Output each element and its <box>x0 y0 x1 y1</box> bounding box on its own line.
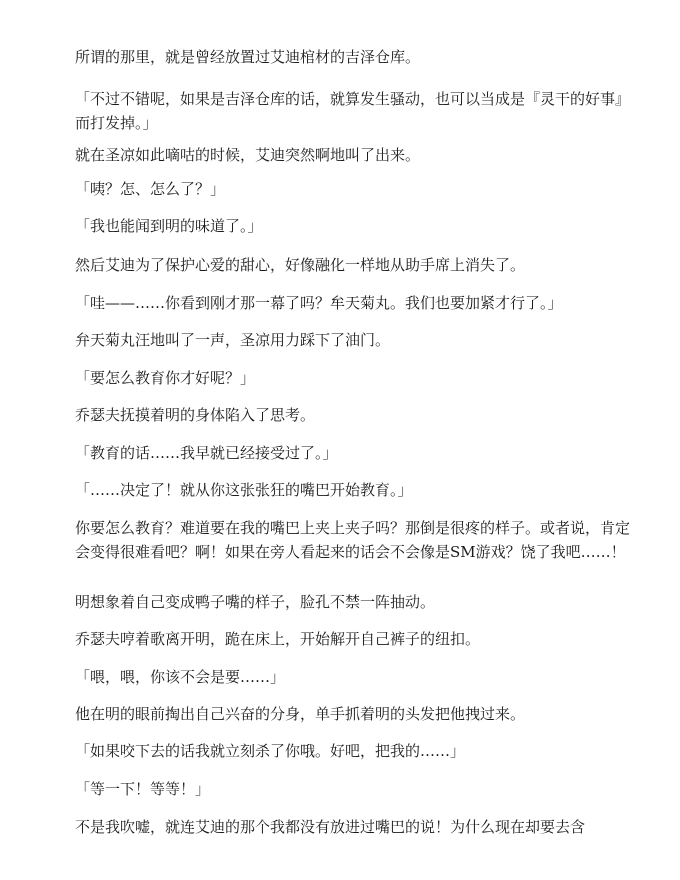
paragraph-4: 「咦？怎、怎么了？」 <box>75 180 226 198</box>
paragraph-14: 明想象着自己变成鸭子嘴的样子，脸孔不禁一阵抽动。 <box>75 593 436 611</box>
paragraph-11: 「教育的话……我早就已经接受过了。」 <box>75 444 338 462</box>
paragraph-3: 就在圣凉如此嘀咕的时候，艾迪突然啊地叫了出来。 <box>75 146 421 164</box>
paragraph-10: 乔瑟夫抚摸着明的身体陷入了思考。 <box>75 406 316 424</box>
paragraph-5: 「我也能闻到明的味道了。」 <box>75 217 263 235</box>
paragraph-20: 不是我吹嘘，就连艾迪的那个我都没有放进过嘴巴的说！为什么现在却要去含 <box>75 818 586 836</box>
paragraph-2: 「不过不错呢，如果是吉泽仓库的话，就算发生骚动，也可以当成是『灵干的好事』而打发掉。」 <box>75 90 631 132</box>
paragraph-1: 所谓的那里，就是曾经放置过艾迪棺材的吉泽仓库。 <box>75 48 421 66</box>
paragraph-6: 然后艾迪为了保护心爱的甜心，好像融化一样地从助手席上消失了。 <box>75 256 526 274</box>
paragraph-9: 「要怎么教育你才好呢？」 <box>75 369 256 387</box>
paragraph-15: 乔瑟夫哼着歌离开明，跪在床上，开始解开自己裤子的纽扣。 <box>75 630 481 648</box>
paragraph-16: 「喂，喂，你该不会是要……」 <box>75 668 286 686</box>
paragraph-17: 他在明的眼前掏出自己兴奋的分身，单手抓着明的头发把他拽过来。 <box>75 705 526 723</box>
paragraph-12: 「……决定了！就从你这张张狂的嘴巴开始教育。」 <box>75 481 413 499</box>
paragraph-13: 你要怎么教育？难道要在我的嘴巴上夹上夹子吗？那倒是很疼的样子。或者说，肯定会变得很难看吧？啊！如果在旁人看起来的话会不会像是SM游戏？饶了我吧……！ <box>75 519 631 561</box>
paragraph-18: 「如果咬下去的话我就立刻杀了你哦。好吧，把我的……」 <box>75 742 466 760</box>
paragraph-7: 「哇——……你看到刚才那一幕了吗？牟天菊丸。我们也要加紧才行了。」 <box>75 294 563 312</box>
paragraph-19: 「等一下！等等！」 <box>75 780 211 798</box>
paragraph-8: 弁天菊丸汪地叫了一声，圣凉用力踩下了油门。 <box>75 331 391 349</box>
